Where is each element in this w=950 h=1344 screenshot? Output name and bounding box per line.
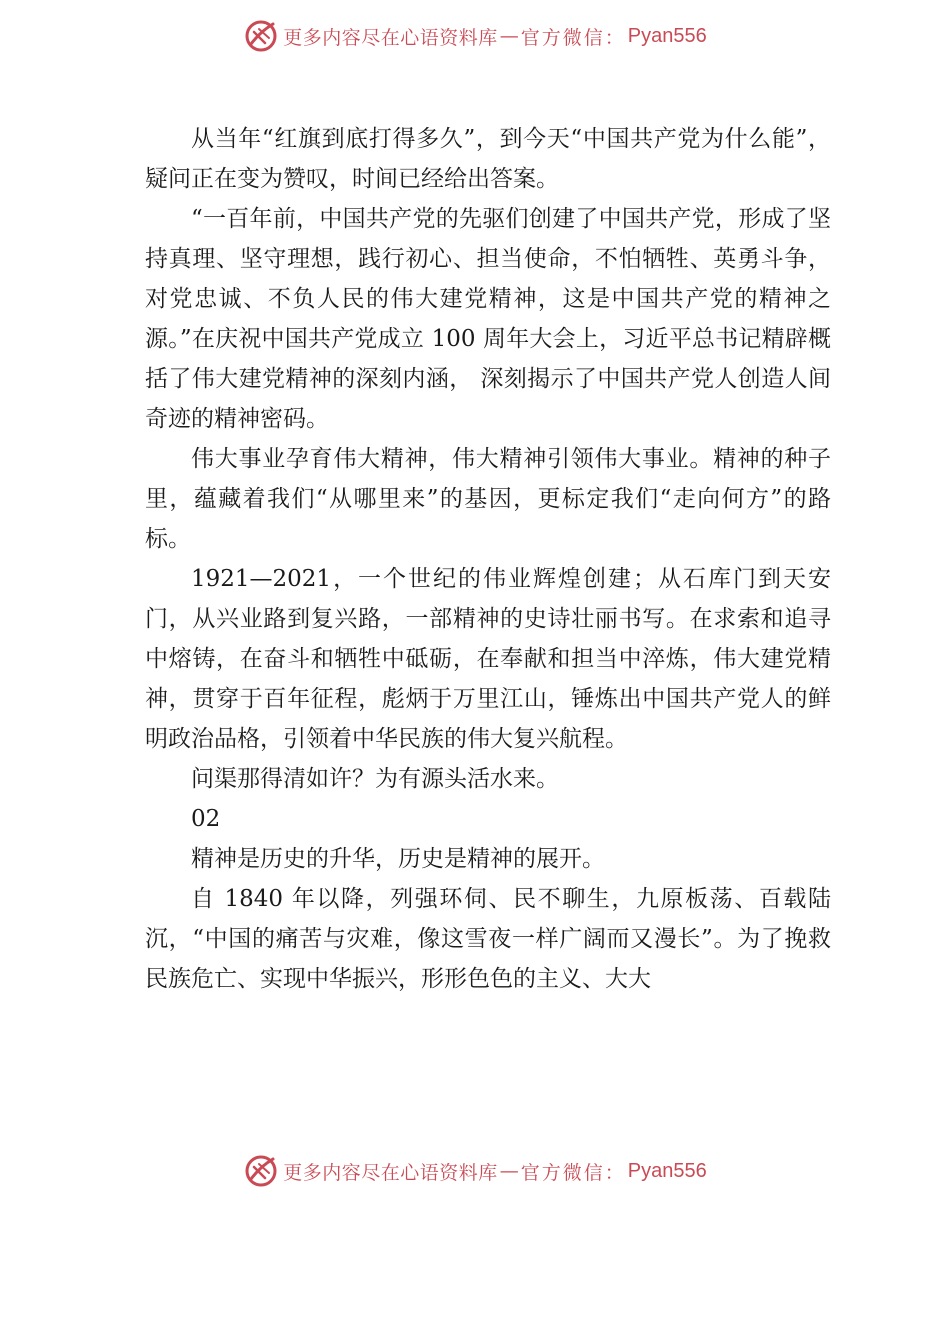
- watermark-wechat-label: 官方微信：: [520, 26, 626, 49]
- paragraph: 1921—2021，一个世纪的伟业辉煌创建；从石库门到天安门，从兴业路到复兴路，一部精神的史诗壮丽书写。在求索和追寻中熔铸，在奋斗和牺牲中砥砺，在奉献和担当中淬炼，伟大建党精神，贯穿于百年征程，彪炳于万里江山，锤炼出中国共产党人的鲜明政治品格，引领着中华民族的伟大复兴航程。: [145, 566, 831, 752]
- watermark-text: 更多内容尽在心语资料库: [283, 26, 498, 49]
- watermark-wechat-id: Pyan556: [627, 24, 707, 47]
- section-number: 02: [191, 806, 221, 832]
- paragraph: 问渠那得清如许？为有源头活水来。: [191, 766, 559, 792]
- watermark-wechat-id: Pyan556: [627, 1159, 707, 1182]
- seal-logo-icon: [243, 18, 279, 54]
- watermark-wechat-label: 官方微信：: [520, 1161, 626, 1184]
- watermark-separator: —: [499, 1160, 519, 1182]
- paragraph: 伟大事业孕育伟大精神，伟大精神引领伟大事业。精神的种子里，蕴藏着我们“从哪里来”的基因，更标定我们“走向何方”的路标。: [145, 446, 831, 552]
- document-body: [145, 119, 831, 999]
- header-watermark: [0, 16, 950, 56]
- watermark-text: 更多内容尽在心语资料库: [283, 1161, 498, 1184]
- paragraph: 自 1840 年以降，列强环伺、民不聊生，九原板荡、百载陆沉，“中国的痛苦与灾难，像这雪夜一样广阔而又漫长”。为了挽救民族危亡、实现中华振兴，形形色色的主义、大大: [145, 886, 831, 992]
- watermark-separator: —: [499, 25, 519, 47]
- paragraph: “一百年前，中国共产党的先驱们创建了中国共产党，形成了坚持真理、坚守理想，践行初心、担当使命，不怕牺牲、英勇斗争，对党忠诚、不负人民的伟大建党精神，这是中国共产党的精神之源。”在庆祝中国共产党成立 100 周年大会上，习近平总书记精辟概括了伟大建党精神的深刻内涵， 深刻揭示了中国共产党人创造人间奇迹的精神密码。: [145, 206, 831, 432]
- seal-logo-icon: [243, 1153, 279, 1189]
- footer-watermark: [0, 1151, 950, 1191]
- paragraph: 从当年“红旗到底打得多久”，到今天“中国共产党为什么能”，疑问正在变为赞叹，时间已经给出答案。: [145, 126, 831, 192]
- paragraph: 精神是历史的升华，历史是精神的展开。: [191, 846, 605, 872]
